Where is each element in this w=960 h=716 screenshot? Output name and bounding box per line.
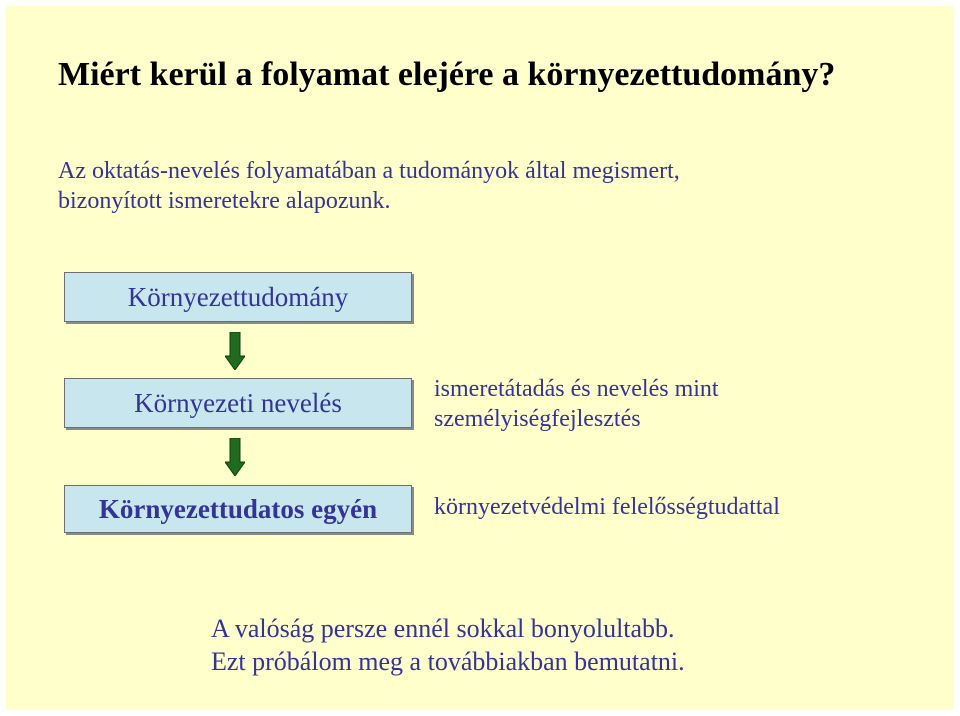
note-responsibility: környezetvédelmi felelősségtudattal xyxy=(434,494,780,520)
intro-text xyxy=(58,156,680,216)
footer-line-1: A valóság persze ennél sokkal bonyolultabb. xyxy=(211,614,675,643)
slide xyxy=(6,6,954,710)
flow-box-environmental-education: Környezeti nevelés xyxy=(64,378,412,428)
intro-line-2: bizonyított ismeretekre alapozunk. xyxy=(58,188,391,214)
note-education-line-2: személyiségfejlesztés xyxy=(434,406,641,432)
flow-box-environmental-science: Környezettudomány xyxy=(64,272,412,322)
footer-line-2: Ezt próbálom meg a továbbiakban bemutatni. xyxy=(211,647,685,676)
down-arrow-icon xyxy=(225,438,245,476)
slide-title: Miért kerül a folyamat elejére a környezettudomány? xyxy=(58,56,836,93)
intro-line-1: Az oktatás-nevelés folyamatában a tudományok által megismert, xyxy=(58,158,680,184)
flow-box-environmentally-conscious-individual: Környezettudatos egyén xyxy=(64,485,412,533)
note-education xyxy=(434,374,719,434)
footer-text xyxy=(211,612,685,678)
down-arrow-icon xyxy=(225,332,245,370)
note-education-line-1: ismeretátadás és nevelés mint xyxy=(434,376,719,402)
